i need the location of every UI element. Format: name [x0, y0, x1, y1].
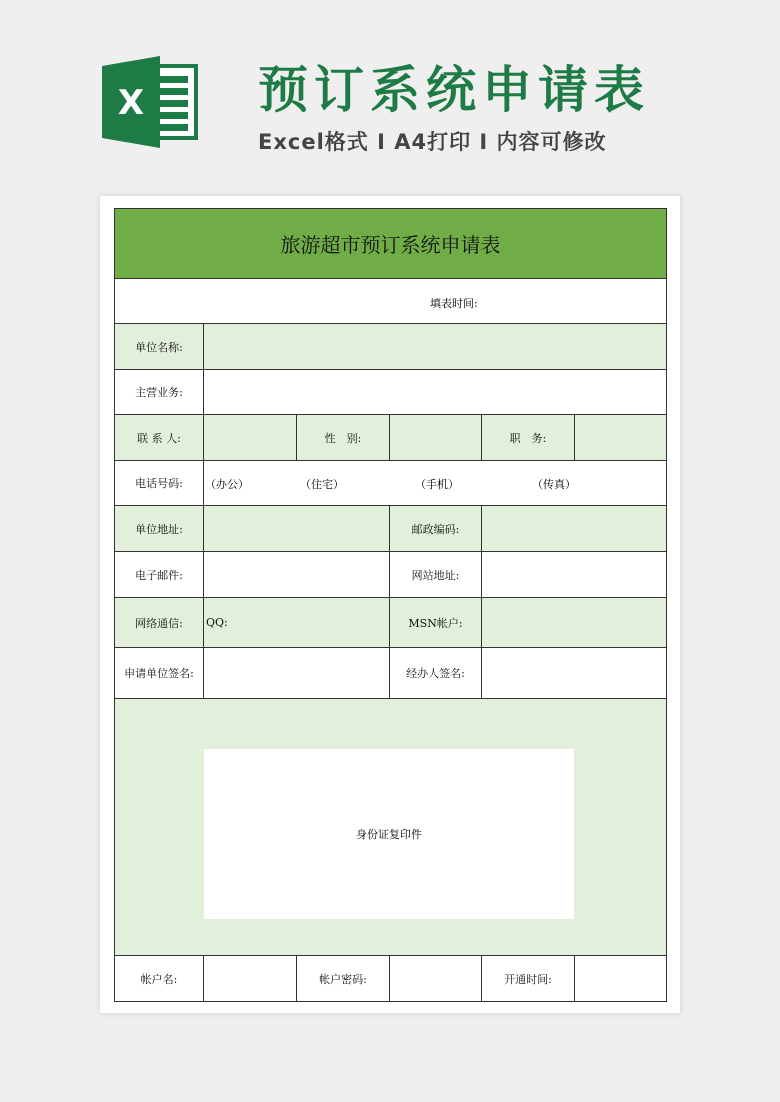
account-name-label: 帐户名: — [114, 955, 204, 1002]
open-time-field[interactable] — [574, 955, 667, 1002]
applicant-sign-label: 申请单位签名: — [114, 647, 204, 699]
id-copy-box[interactable]: 身份证复印件 — [204, 749, 574, 919]
website-field[interactable] — [481, 551, 667, 598]
excel-logo-icon — [102, 56, 198, 148]
phone-label: 电话号码: — [114, 460, 204, 506]
msn-field[interactable] — [481, 597, 667, 648]
handler-sign-label: 经办人签名: — [389, 647, 482, 699]
phone-office-label: （办公） — [205, 478, 249, 491]
main-business-label: 主营业务: — [114, 369, 204, 415]
main-business-field[interactable] — [203, 369, 667, 415]
position-label: 职 务: — [481, 414, 575, 461]
contact-label: 联 系 人: — [114, 414, 204, 461]
svg-text:X: X — [117, 83, 145, 123]
email-label: 电子邮件: — [114, 551, 204, 598]
unit-name-field[interactable] — [203, 323, 667, 370]
open-time-label: 开通时间: — [481, 955, 575, 1002]
website-label: 网站地址: — [389, 551, 482, 598]
account-name-field[interactable] — [203, 955, 297, 1002]
account-password-field[interactable] — [389, 955, 482, 1002]
gender-label: 性 别: — [296, 414, 390, 461]
address-label: 单位地址: — [114, 505, 204, 552]
position-field[interactable] — [574, 414, 667, 461]
handler-sign-field[interactable] — [481, 647, 667, 699]
page-title: 预订系统申请表 — [258, 61, 650, 119]
msn-label: MSN帐户: — [389, 597, 482, 648]
postcode-label: 邮政编码: — [389, 505, 482, 552]
phone-fax-label: （传真） — [532, 478, 576, 491]
unit-name-label: 单位名称: — [114, 323, 204, 370]
fill-time-row — [114, 278, 667, 324]
account-password-label: 帐户密码: — [296, 955, 390, 1002]
contact-field[interactable] — [203, 414, 297, 461]
email-field[interactable] — [203, 551, 390, 598]
network-label: 网络通信: — [114, 597, 204, 648]
phone-home-label: （住宅） — [300, 478, 344, 491]
form-title: 旅游超市预订系统申请表 — [114, 208, 667, 279]
postcode-field[interactable] — [481, 505, 667, 552]
applicant-sign-field[interactable] — [203, 647, 390, 699]
phone-mobile-label: （手机） — [415, 478, 459, 491]
fill-time-label: 填表时间: — [430, 297, 478, 310]
gender-field[interactable] — [389, 414, 482, 461]
address-field[interactable] — [203, 505, 390, 552]
qq-field[interactable]: QQ: — [203, 597, 390, 648]
page-subtitle: Excel格式 I A4打印 I 内容可修改 — [258, 130, 607, 154]
